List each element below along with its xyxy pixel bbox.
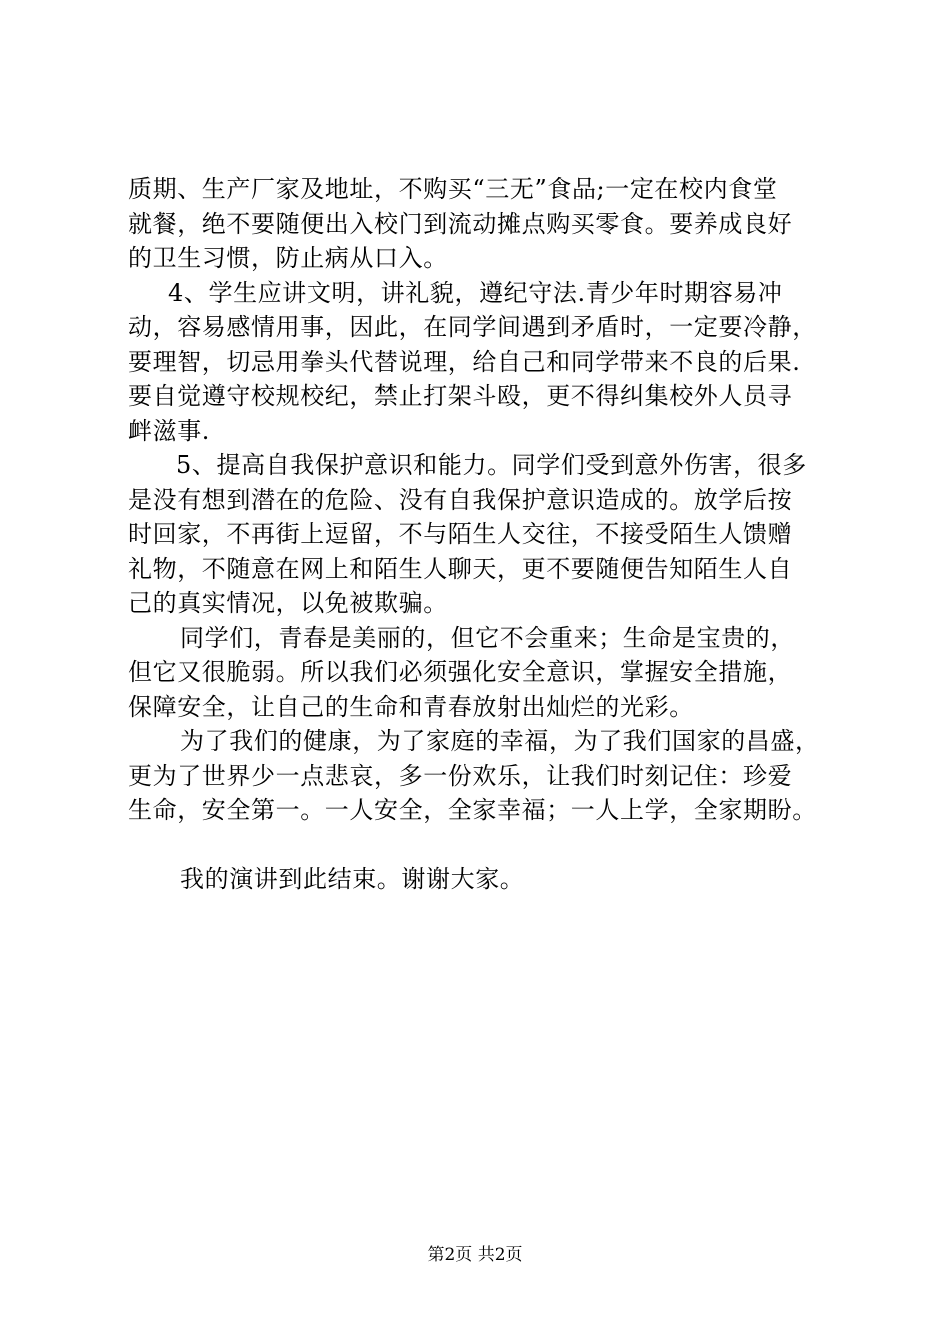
text-line: 要自觉遵守校规校纪，禁止打架斗殴，更不得纠集校外人员寻 xyxy=(128,382,793,410)
text-line: 的卫生习惯，防止病从口入。 xyxy=(128,244,448,272)
text-line: 就餐，绝不要随便出入校门到流动摊点购买零食。要养成良好 xyxy=(128,209,793,238)
text-line: 同学们，青春是美丽的，但它不会重来；生命是宝贵的， xyxy=(180,623,795,652)
text-line: 动，容易感情用事，因此，在同学间遇到矛盾时，一定要冷静， xyxy=(128,313,817,341)
text-line: 5、提高自我保护意识和能力。同学们受到意外伤害，很多 xyxy=(176,451,807,479)
page-footer xyxy=(0,1244,950,1266)
page-number-label: 第2页 共2页 xyxy=(427,1245,523,1265)
text-line: 为了我们的健康，为了家庭的幸福，为了我们国家的昌盛， xyxy=(180,727,820,755)
text-line: 保障安全，让自己的生命和青春放射出灿烂的光彩。 xyxy=(128,692,694,721)
paragraph-spacer xyxy=(128,828,838,862)
text-line: 己的真实情况，以免被欺骗。 xyxy=(128,589,448,617)
text-line: 质期、生产厂家及地址，不购买“三无”食品;一定在校内食堂 xyxy=(128,175,778,203)
text-line: 时回家，不再街上逗留，不与陌生人交往，不接受陌生人馈赠 xyxy=(128,520,793,548)
text-line: 生命，安全第一。一人安全，全家幸福；一人上学，全家期盼。 xyxy=(128,796,817,824)
paragraph-continuation xyxy=(128,172,838,276)
text-line: 衅滋事. xyxy=(128,416,211,445)
text-line: 要理智，切忌用拳头代替说理，给自己和同学带来不良的后果. xyxy=(128,347,801,376)
paragraph-item-5 xyxy=(128,448,838,621)
document-body xyxy=(128,172,838,896)
paragraph-youth xyxy=(128,621,838,725)
paragraph-item-4 xyxy=(128,276,838,449)
closing-line: 我的演讲到此结束。谢谢大家。 xyxy=(180,864,525,893)
text-line: 4、学生应讲文明，讲礼貌，遵纪守法.青少年时期容易冲 xyxy=(168,278,783,307)
text-line: 但它又很脆弱。所以我们必须强化安全意识，掌握安全措施， xyxy=(128,658,793,686)
text-line: 礼物，不随意在网上和陌生人聊天，更不要随便告知陌生人自 xyxy=(128,554,793,583)
text-line: 更为了世界少一点悲哀，多一份欢乐，让我们时刻记住：珍爱 xyxy=(128,761,793,790)
paragraph-closing xyxy=(128,862,838,897)
paragraph-family xyxy=(128,724,838,828)
text-line: 是没有想到潜在的危险、没有自我保护意识造成的。放学后按 xyxy=(128,485,793,514)
